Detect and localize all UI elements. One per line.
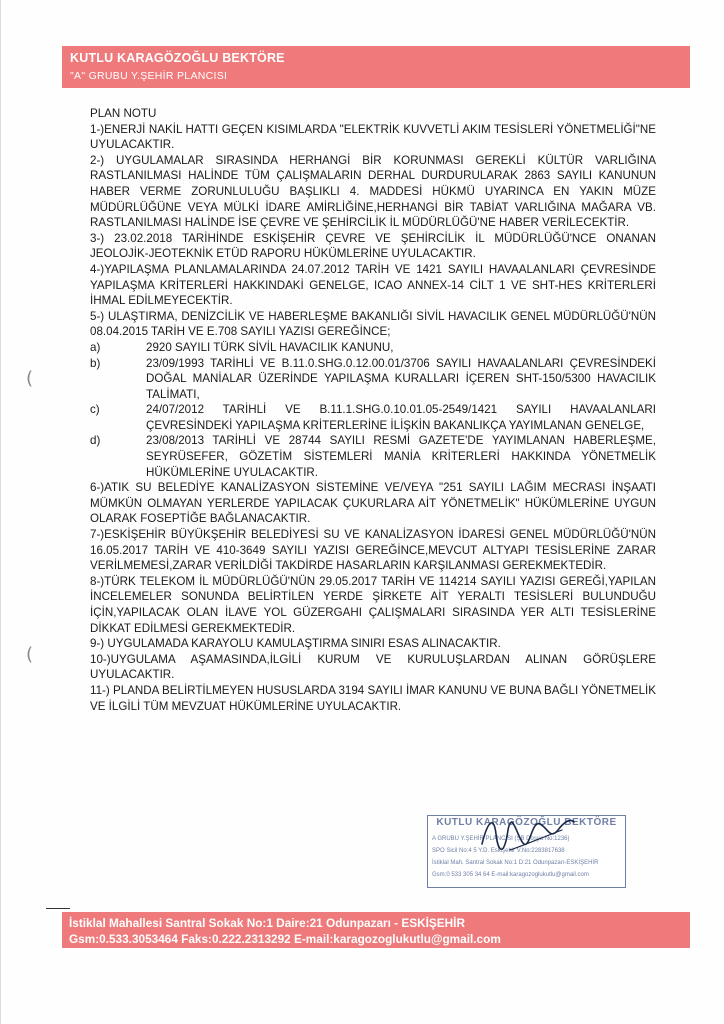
sub-item-text: 23/08/2013 TARİHLİ VE 28744 SAYILI RESMİ GAZETE'DE YAYIMLANAN HABERLEŞME, SEYRÜSEFER, GÖZETİM SİSTEMLERİ MANİA KRİTERLERİ HAKKINDA YÖNETMELİK HÜKÜMLERİNE UYULACAKTIR.: [146, 434, 656, 479]
note-4: 4-)YAPILAŞMA PLANLAMALARINDA 24.07.2012 TARİH VE 1421 SAYILI HAVAALANLARI ÇEVRESİNDE YAPILAŞMA KRİTERLERİ HAKKINDAKİ GENELGE, ICAO ANNEX-14 CİLT 1 VE SHT-HES KRİTERLERİ İHMAL EDİLMEYECEKTİR.: [90, 262, 656, 308]
sub-item-c: [90, 402, 656, 433]
sub-item-text: 23/09/1993 TARİHLİ VE B.11.0.SHG.0.12.00.01/3706 SAYILI HAVAALANLARI ÇEVRESİNDEKİ DOĞAL MANİALAR ÜZERİNDE YAPILAŞMA KURALLARI İÇEREN SHT-150/5300 HAVACILIK TALİMATI,: [146, 356, 656, 401]
stamp-line: İstiklal Mah. Santral Sokak No:1 D:21 Odunpazarı-ESKİŞEHİR: [432, 860, 599, 866]
sub-item-text: 2920 SAYILI TÜRK SİVİL HAVACILIK KANUNU,: [146, 340, 394, 354]
punch-mark: (: [26, 644, 34, 665]
sub-item-label: c): [90, 403, 100, 417]
stamp-title: KUTLU KARAGÖZOĞLU BEKTÖRE: [436, 817, 617, 828]
sub-item-label: d): [90, 434, 101, 448]
sub-item-text: 24/07/2012 TARİHLİ VE B.11.1.SHG.0.10.01.05-2549/1421 SAYILI HAVAALANLARI ÇEVRESİNDEKİ YAPILAŞMA KRİTERLERİNE İLİŞKİN BAKANLIKÇA YAYIMLANAN GENELGE,: [146, 403, 656, 432]
plan-notes: [90, 106, 656, 714]
note-3: 3-) 23.02.2018 TARİHİNDE ESKİŞEHİR ÇEVRE VE ŞEHİRCİLİK İL MÜDÜRLÜĞÜ'NCE ONANAN JEOLOJİK-JEOTEKNİK ETÜD RAPORU HÜKÜMLERİNE UYULACAKTIR.: [90, 231, 656, 261]
note-8: 8-)TÜRK TELEKOM İL MÜDÜRLÜĞÜ'NÜN 29.05.2017 TARİH VE 114214 SAYILI YAZISI GEREĞİ,YAPILAN İNCELEMELER SONUNDA BELİRTİLEN YERDE ŞİRKETE AİT YERALTI TESİSLERİ BULUNDUĞU İÇİN,YAPILACAK OLAN İLAVE YOL GÜZERGAHI ÇALIŞMALARI SIRASINDA YER ALTI TESİSLERİNE DİKKAT EDİLMESİ GEREKMEKTEDİR.: [90, 574, 656, 635]
notes-heading: PLAN NOTU: [90, 107, 157, 120]
page-edge: [0, 0, 1, 1024]
letterhead-banner: [62, 46, 690, 88]
note-5: 5-) ULAŞTIRMA, DENİZCİLİK VE HABERLEŞME BAKANLIĞI SİVİL HAVACILIK GENEL MÜDÜRLÜĞÜ'NÜN 08.04.2015 TARİH VE E.708 SAYILI YAZISI GEREĞİNCE;: [90, 309, 656, 339]
punch-mark: (: [26, 368, 34, 389]
note-10: 10-)UYGULAMA AŞAMASINDA,İLGİLİ KURUM VE KURULUŞLARDAN ALINAN GÖRÜŞLERE UYULACAKTIR.: [90, 652, 656, 682]
footer-contact: Gsm:0.533.3053464 Faks:0.222.2313292 E-mail:karagozoglukutlu@gmail.com: [69, 932, 501, 946]
note-2: 2-) UYGULAMALAR SIRASINDA HERHANGİ BİR KORUNMASI GEREKLİ KÜLTÜR VARLIĞINA RASTLANILMASI HALİNDE TÜM ÇALIŞMALARIN DERHAL DURDURULARAK 2863 SAYILI KANUNUN HABER VERME ZORUNLULUĞU BAŞLIKLI 4. MADDESİ HÜKMÜ UYARINCA EN YAKIN MÜZE MÜDÜRLÜĞÜNE VEYA MÜLKİ İDARE AMİRLİĞİNE,HERHANGİ BİR TABİAT VARLIĞINA MAĞARA VB. RASTLANILMASI HALİNDE İSE ÇEVRE VE ŞEHİRCİLİK İL MÜDÜRLÜĞÜ'NE HABER VERİLECEKTİR.: [90, 153, 656, 230]
note-6: 6-)ATIK SU BELEDİYE KANALİZASYON SİSTEMİNE VE/VEYA "251 SAYILI LAĞIM MECRASI İNŞAATI MÜMKÜN OLMAYAN YERLERDE YAPILACAK ÇUKURLARA AİT YÖNETMELİK" HÜKÜMLERİNE UYGUN OLARAK FOSEPTİĞE BAĞLANACAKTIR.: [90, 481, 656, 526]
footer-banner: [62, 912, 690, 948]
planner-title: "A" GRUBU Y.ŞEHİR PLANCISI: [70, 70, 228, 82]
sub-item-label: a): [90, 340, 101, 354]
sub-item-b: [90, 356, 656, 403]
stamp-line: Gsm:0 533 305 34 64 E-mail:karagozoglukutlu@gmail.com: [432, 872, 589, 878]
planner-name: KUTLU KARAGÖZOĞLU BEKTÖRE: [70, 51, 285, 65]
sub-item-d: [90, 433, 656, 480]
stamp-line: A GRUBU Y.ŞEHİR PLANCISI (ŞB Dosya No:1236): [432, 836, 570, 842]
stamp-line: SPO Sicil No:4 5 Y.D. Eskişehir V.No:2283817638: [432, 848, 565, 854]
note-9: 9-) UYGULAMADA KARAYOLU KAMULAŞTIRMA SINIRI ESAS ALINACAKTIR.: [90, 637, 501, 651]
footer-address: İstiklal Mahallesi Santral Sokak No:1 Daire:21 Odunpazarı - ESKİŞEHİR: [69, 916, 465, 930]
sub-item-label: b): [90, 356, 101, 370]
footer-divider: [46, 908, 70, 909]
sub-item-a: [90, 340, 656, 356]
handwritten-signature: [470, 800, 580, 870]
note-11: 11-) PLANDA BELİRTİLMEYEN HUSUSLARDA 3194 SAYILI İMAR KANUNU VE BUNA BAĞLI YÖNETMELİK VE İLGİLİ TÜM MEVZUAT HÜKÜMLERİNE UYULACAKTIR.: [90, 683, 656, 713]
note-7: 7-)ESKİŞEHİR BÜYÜKŞEHİR BELEDİYESİ SU VE KANALİZASYON İDARESİ GENEL MÜDÜRLÜĞÜ'NÜN 16.05.2017 TARİH VE 410-3649 SAYILI YAZISI GEREĞİNCE,MEVCUT ALTYAPI TESİSLERİNE ZARAR VERİLMEMESİ,ZARAR VERİLDİĞİ TAKDİRDE HASARLARIN KARŞILANMASI GEREKMEKTEDİR.: [90, 528, 656, 573]
note-1: 1-)ENERJİ NAKİL HATTI GEÇEN KISIMLARDA "ELEKTRİK KUVVETLİ AKIM TESİSLERİ YÖNETMELİĞİ"NE UYULACAKTIR.: [90, 122, 656, 152]
